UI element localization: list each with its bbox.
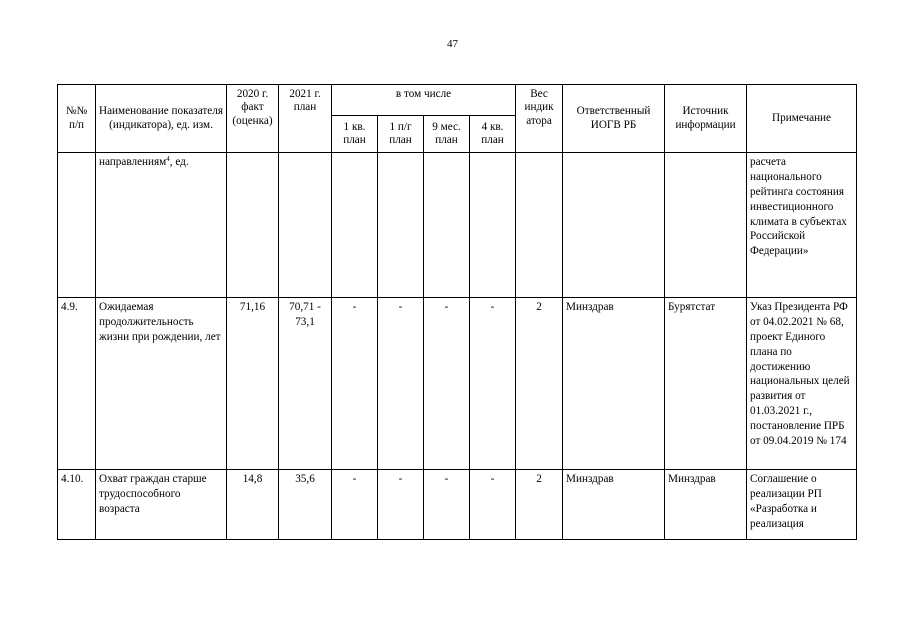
cell-source [665,153,747,298]
cell-note: расчета национального рейтинга состояния инвестиционного климата в субъектах Российской Федерации» [747,153,857,298]
cell-2021: 35,6 [279,470,332,540]
cell-q4: - [470,470,516,540]
cell-q1 [332,153,378,298]
cell-m9 [424,153,470,298]
cell-num [58,153,96,298]
cell-num: 4.9. [58,298,96,470]
cell-2021 [279,153,332,298]
header-h1: 1 п/г план [378,116,424,153]
table-row [58,153,857,298]
cell-m9: - [424,298,470,470]
cell-q1: - [332,298,378,470]
cell-weight: 2 [516,470,563,540]
header-note: Примечание [747,85,857,153]
cell-num: 4.10. [58,470,96,540]
header-2021: 2021 г. план [279,85,332,153]
cell-2021: 70,71 - 73,1 [279,298,332,470]
cell-h1: - [378,298,424,470]
header-m9: 9 мес. план [424,116,470,153]
cell-q4: - [470,298,516,470]
cell-weight [516,153,563,298]
page-number: 47 [447,38,458,50]
cell-2020: 14,8 [227,470,279,540]
cell-weight: 2 [516,298,563,470]
cell-name: направлениям$^4$, ед. [96,153,227,298]
cell-name: Охват граждан старше трудоспособного возраста [96,470,227,540]
cell-q1: - [332,470,378,540]
header-including: в том числе [332,85,516,116]
header-2020: 2020 г. факт (оценка) [227,85,279,153]
indicators-table [57,84,857,540]
header-weight: Вес индик атора [516,85,563,153]
cell-responsible: Минздрав [563,298,665,470]
cell-note: Соглашение о реализации РП «Разработка и реализация [747,470,857,540]
cell-2020 [227,153,279,298]
cell-source: Минздрав [665,470,747,540]
cell-m9: - [424,470,470,540]
header-responsible: Ответственный ИОГВ РБ [563,85,665,153]
cell-source: Бурятстат [665,298,747,470]
cell-note: Указ Президента РФ от 04.02.2021 № 68, проект Единого плана по достижению национальных целей развития от 01.03.2021 г., постановление ПРБ от 09.04.2019 № 174 [747,298,857,470]
cell-2020: 71,16 [227,298,279,470]
cell-h1 [378,153,424,298]
table-row [58,470,857,540]
table-row [58,298,857,470]
header-num: №№ п/п [58,85,96,153]
cell-responsible: Минздрав [563,470,665,540]
header-q1: 1 кв. план [332,116,378,153]
header-source: Источник информации [665,85,747,153]
header-name: Наименование показателя (индикатора), ед. изм. [96,85,227,153]
header-q4: 4 кв. план [470,116,516,153]
cell-name: Ожидаемая продолжительность жизни при рождении, лет [96,298,227,470]
cell-h1: - [378,470,424,540]
cell-q4 [470,153,516,298]
cell-responsible [563,153,665,298]
